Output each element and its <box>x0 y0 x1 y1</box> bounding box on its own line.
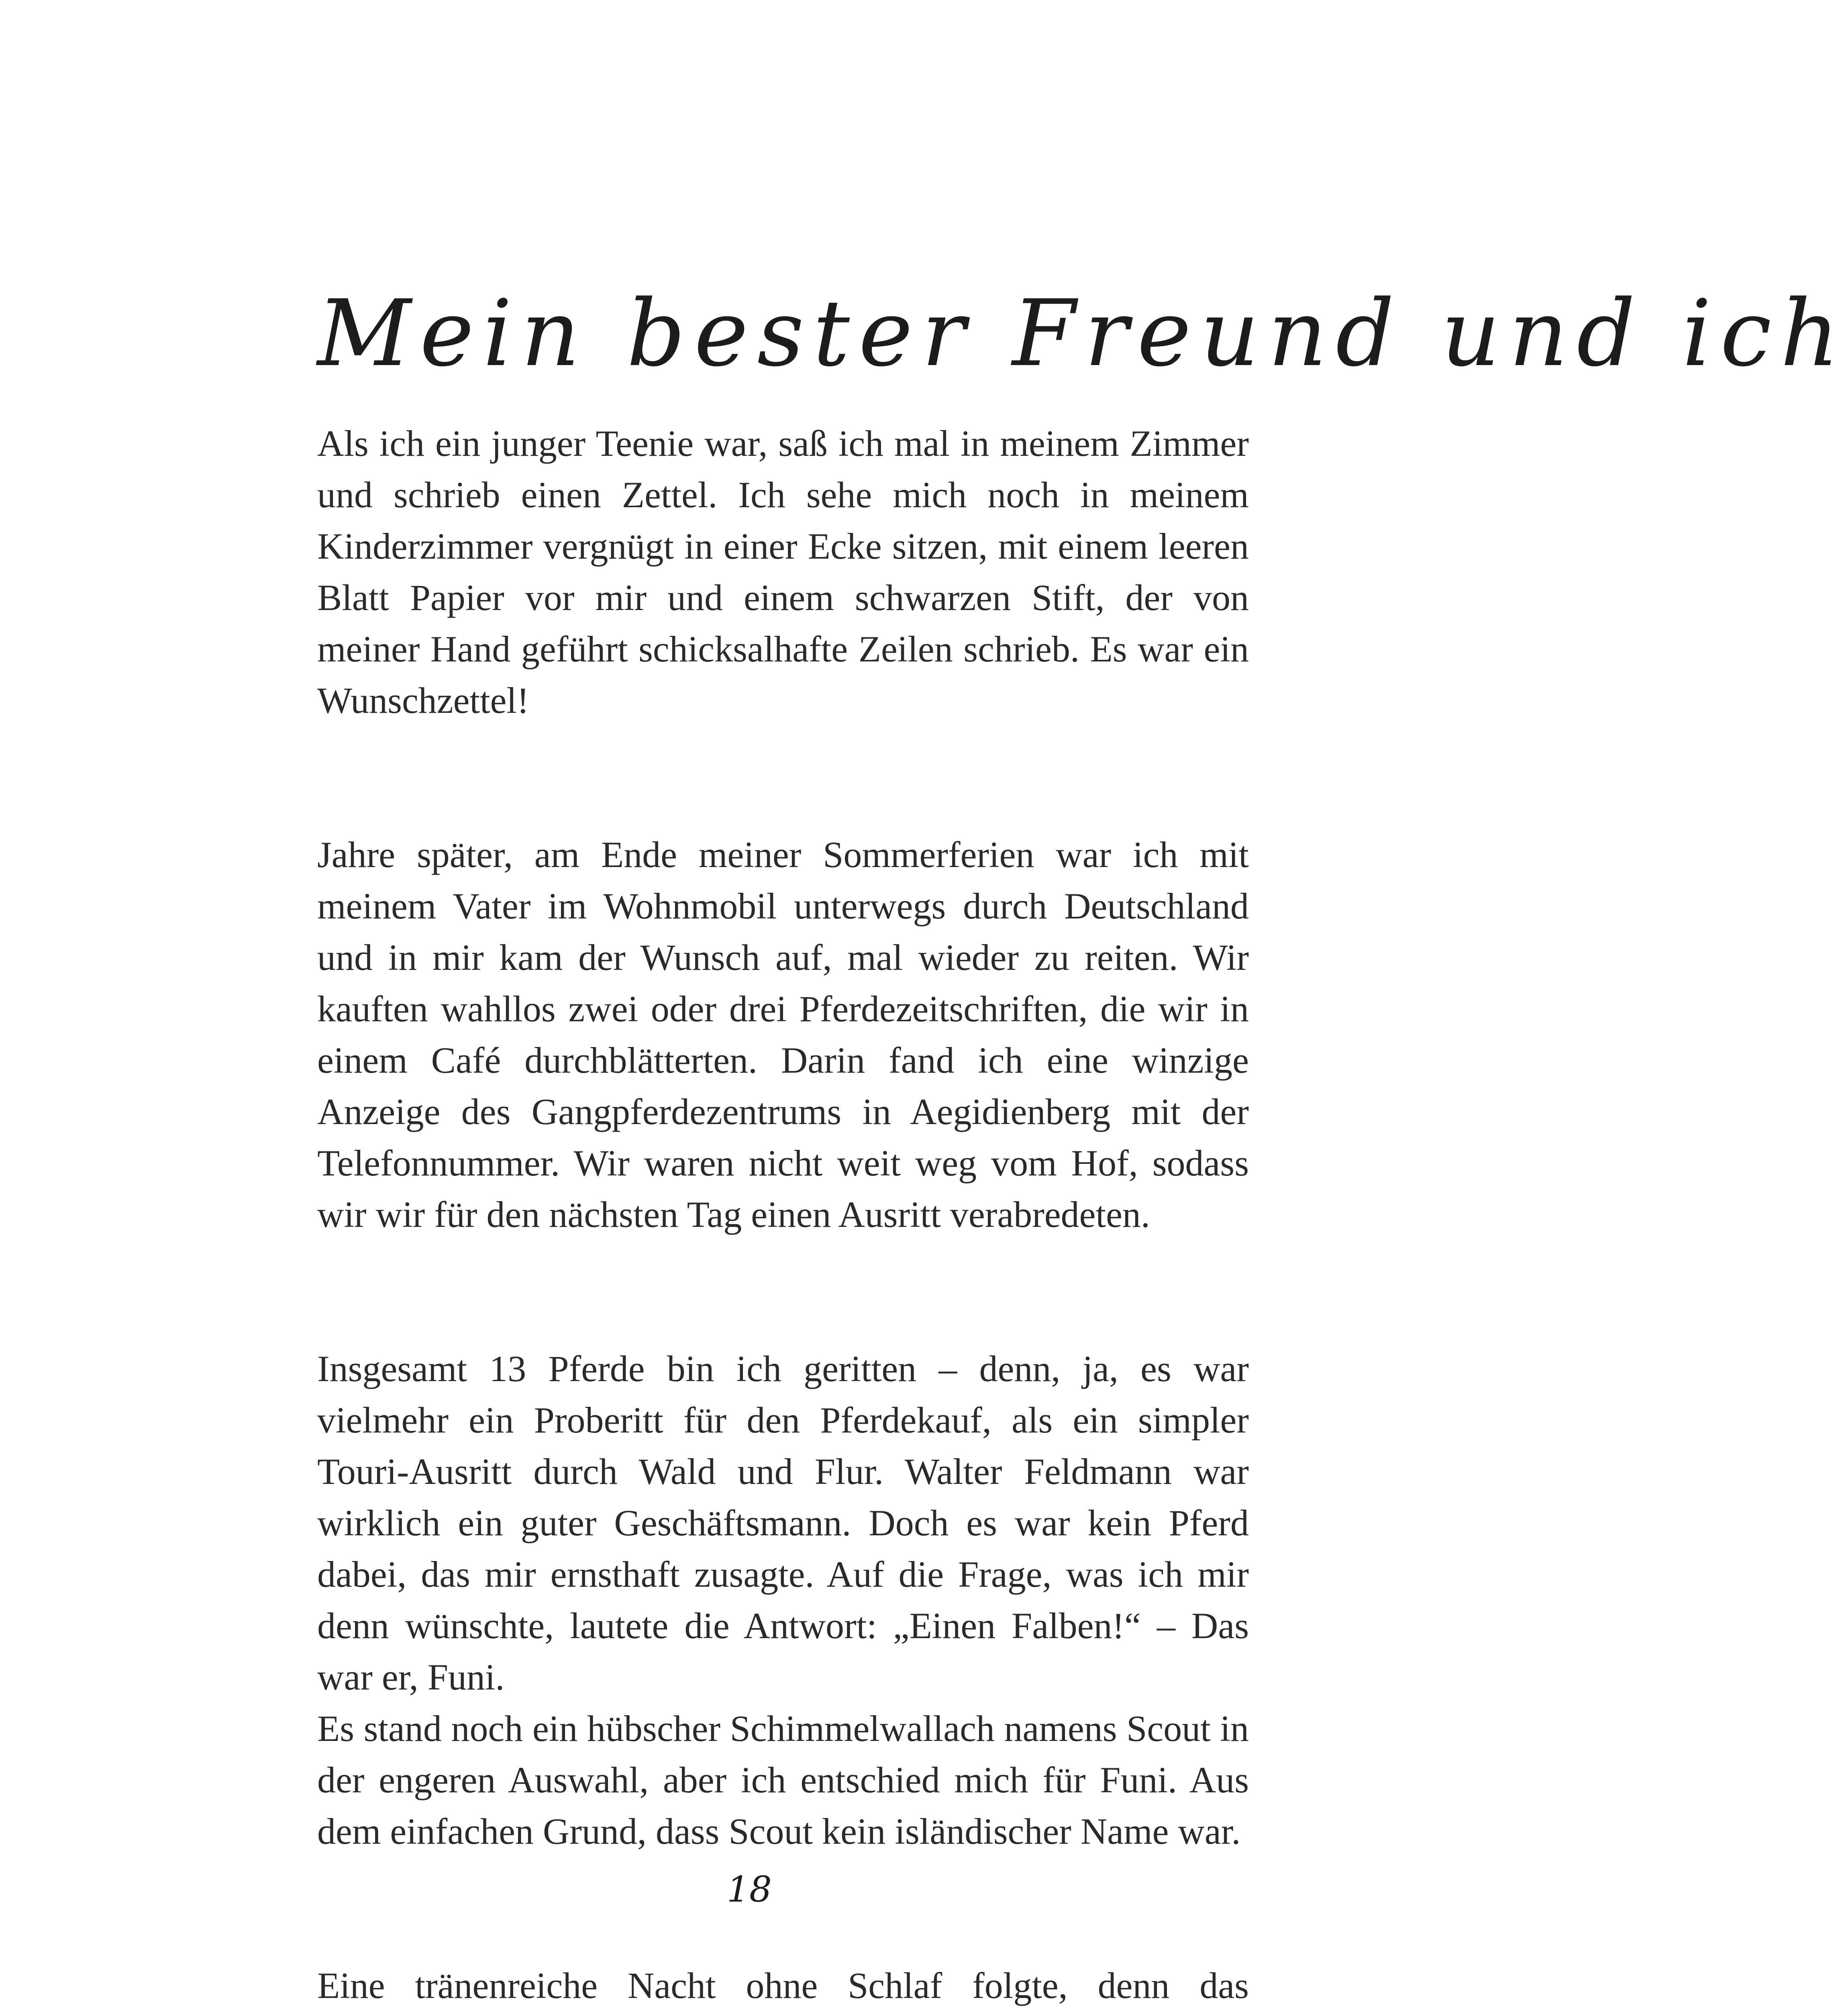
paragraph-1: Als ich ein junger Teenie war, saß ich mal in meinem Zimmer und schrieb einen Zettel. Ich sehe mich noch in meinem Kinderzimmer vergnügt in einer Ecke sitzen, mit einem leeren Blatt Papier vor mir und einem schwarzen Stift, der von meiner Hand geführt schicksalhafte Zeilen schrieb. Es war ein Wunschzettel! <box>317 423 1249 721</box>
body-text <box>317 418 1249 2008</box>
paragraph-4: Es stand noch ein hübscher Schimmelwallach namens Scout in der engeren Auswahl, aber ich entschied mich für Funi. Aus dem einfachen Grund, dass Scout kein isländischer Name war. <box>317 1708 1249 1852</box>
paragraph-2: Jahre später, am Ende meiner Sommerferien war ich mit meinem Vater im Wohnmobil unterwegs durch Deutschland und in mir kam der Wunsch auf, mal wieder zu reiten. Wir kauften wahllos zwei oder drei Pferdezeitschriften, die wir in einem Café durchblätterten. Darin fand ich eine winzige Anzeige des Gangpferdezentrums in Aegidienberg mit der Telefonnummer. Wir waren nicht weit weg vom Hof, sodass wir wir für den nächsten Tag einen Ausritt verabredeten. <box>317 834 1249 1235</box>
page-number: 18 <box>727 1869 772 1910</box>
paragraph-3: Insgesamt 13 Pferde bin ich geritten – denn, ja, es war vielmehr ein Proberitt für den Pferdekauf, als ein simpler Touri-Ausritt durch Wald und Flur. Walter Feldmann war wirklich ein guter Geschäftsmann. Doch es war kein Pferd dabei, das mir ernsthaft zusagte. Auf die Frage, was ich mir denn wünschte, lautete die Antwort: „Einen Falben!“ – Das war er, Funi. <box>317 1348 1249 1698</box>
paragraph-5: Eine tränenreiche Nacht ohne Schlaf folgte, denn das <box>317 1965 1249 2006</box>
chapter-title: Mein bester Freund und ich <box>317 280 1848 387</box>
